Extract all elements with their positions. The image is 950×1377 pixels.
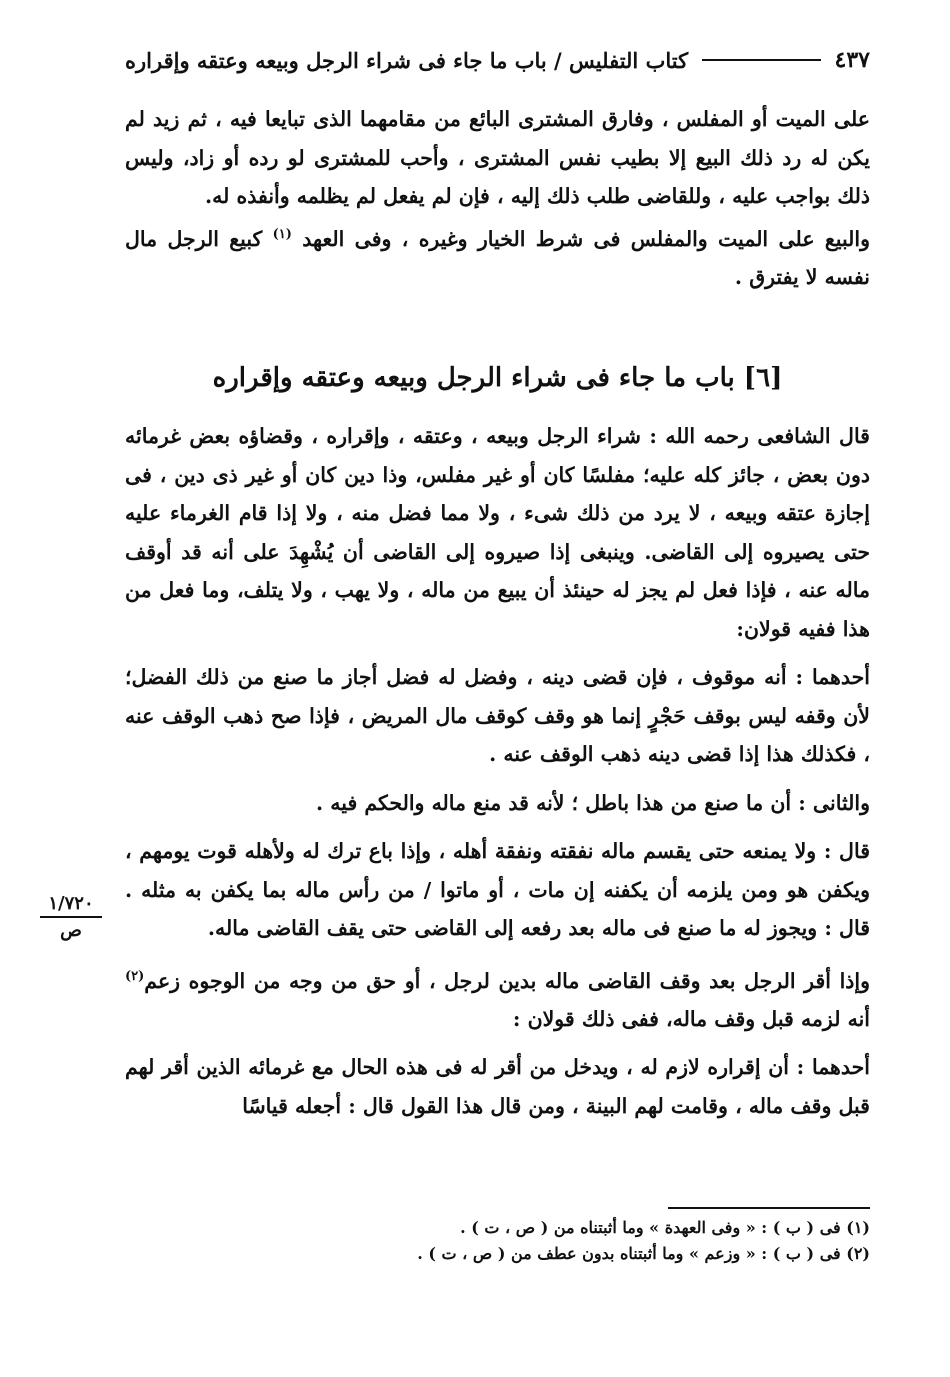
main-text xyxy=(125,417,870,1125)
paragraph-text: : أنه موقوف ، فإن قضى دينه ، وفضل له فضل أجاز ما صنع من ذلك الفضل؛ لأن وقفه ليس بوقف حَجْرٍ إنما هو وقف كوقف مال المريض ، فإذا صح ذهب الوقف عنه ، فكذلك هذا إذا قضى دينه ذهب الوقف عنه . xyxy=(125,665,870,766)
intro-text-b: كبيع الرجل مال نفسه لا يفترق . xyxy=(125,226,870,289)
paragraph-lead: أحدهما xyxy=(811,665,870,689)
paragraph-3 xyxy=(125,784,870,823)
header-rule xyxy=(702,59,820,61)
paragraph-4 xyxy=(125,832,870,948)
paragraph-2 xyxy=(125,658,870,774)
manuscript-margin-note xyxy=(40,893,102,941)
margin-note-source: ص xyxy=(60,920,82,941)
running-header xyxy=(125,40,870,80)
paragraph-6 xyxy=(125,1048,870,1125)
intro-paragraph-2 xyxy=(125,216,870,297)
paragraph-text: وإذا أقر الرجل بعد وقف القاضى ماله بدين لرجل ، أو حق من وجه من الوجوه زعم xyxy=(144,968,870,993)
footnote-2: (٢) فى ( ب ) : « وزعم » وما أثبتناه بدون عطف من ( ص ، ت ) . xyxy=(417,1244,870,1263)
paragraph-lead: أحدهما xyxy=(811,1055,870,1080)
paragraph-text: : أن ما صنع من هذا باطل ؛ لأنه قد منع ماله والحكم فيه . xyxy=(316,790,806,815)
footnote-ref-1: (١) xyxy=(272,226,292,242)
header-book-title: كتاب التفليس / باب ما جاء فى شراء الرجل وبيعه وعتقه وإقراره xyxy=(125,47,689,73)
paragraph-lead: والثانى xyxy=(812,790,870,815)
paragraph-text-cont: أنه لزمه قبل وقف ماله، ففى ذلك قولان : xyxy=(512,1006,870,1031)
paragraph-text: : ولا يمنعه حتى يقسم ماله نفقته ونفقة أهله ، وإذا باع ترك له ولأهله قوت يومهم ، ويكفن هو ومن يلزمه أن يكفنه إن مات ، أو ماتوا / من رأس ماله بما يكفن به مثله . قال : ويجوز له ما صنع فى ماله بعد رفعه إلى القاضى حتى يقف القاضى ماله. xyxy=(125,839,870,940)
paragraph-text: رحمه الله : شراء الرجل وبيعه ، وعتقه ، وإقراره ، وقضاؤه بعض غرمائه دون بعض ، جائز كله عليه؛ مفلسًا كان أو غير مفلس، وذا دين كان أو غير ذى دين ، فى إجازة عتقه وبيعه ، لا يرد من ذلك شىء ، ولا مما فضل منه ، ولا إذا قام الغرماء عليه حتى يصيروه إلى القاضى. وينبغى إذا صيروه إلى القاضى أن يُشْهِدَ على أنه قد أوقف ماله عنه ، فإذا فعل لم يجز له حينئذ أن يبيع من ماله ، ولا يهب ، ولا يتلف، وما فعل من هذا ففيه قولان: xyxy=(125,424,870,641)
paragraph-1 xyxy=(125,417,870,648)
margin-note-folio: ١/٧٢٠ xyxy=(40,893,102,918)
paragraph-5 xyxy=(125,958,870,1039)
intro-text-a: والبيع على الميت والمفلس فى شرط الخيار وغيره ، وفى العهد xyxy=(302,226,871,251)
footnote-ref-2: (٢) xyxy=(125,968,145,984)
paragraph-lead: قال xyxy=(839,839,870,863)
intro-text xyxy=(125,100,870,296)
footnote-rule xyxy=(668,1207,870,1209)
footnote-1: (١) فى ( ب ) : « وفى العهدة » وما أثبتناه من ( ص ، ت ) . xyxy=(460,1218,870,1237)
paragraph-text: : أن إقراره لازم له ، ويدخل من أقر له فى هذه الحال مع غرمائه الذين أقر لهم قبل وقف ماله ، وقامت لهم البينة ، ومن قال هذا القول قال : أجعله قياسًا xyxy=(125,1055,870,1118)
section-title: [٦] باب ما جاء فى شراء الرجل وبيعه وعتقه وإقراره xyxy=(212,363,783,393)
page-number: ٤٣٧ xyxy=(834,47,870,73)
footnotes xyxy=(125,1215,870,1267)
intro-paragraph-1: على الميت أو المفلس ، وفارق المشترى البائع من مقامهما الذى تبايعا فيه ، ثم زيد لم يكن له رد ذلك البيع إلا بطيب نفس المشترى ، وأحب للمشترى لو رده أو زاد، وليس ذلك بواجب عليه ، وللقاضى طلب ذلك إليه ، فإن لم يفعل لم يظلمه وأنفذه له. xyxy=(125,107,870,208)
paragraph-lead: قال الشافعى xyxy=(757,424,870,448)
